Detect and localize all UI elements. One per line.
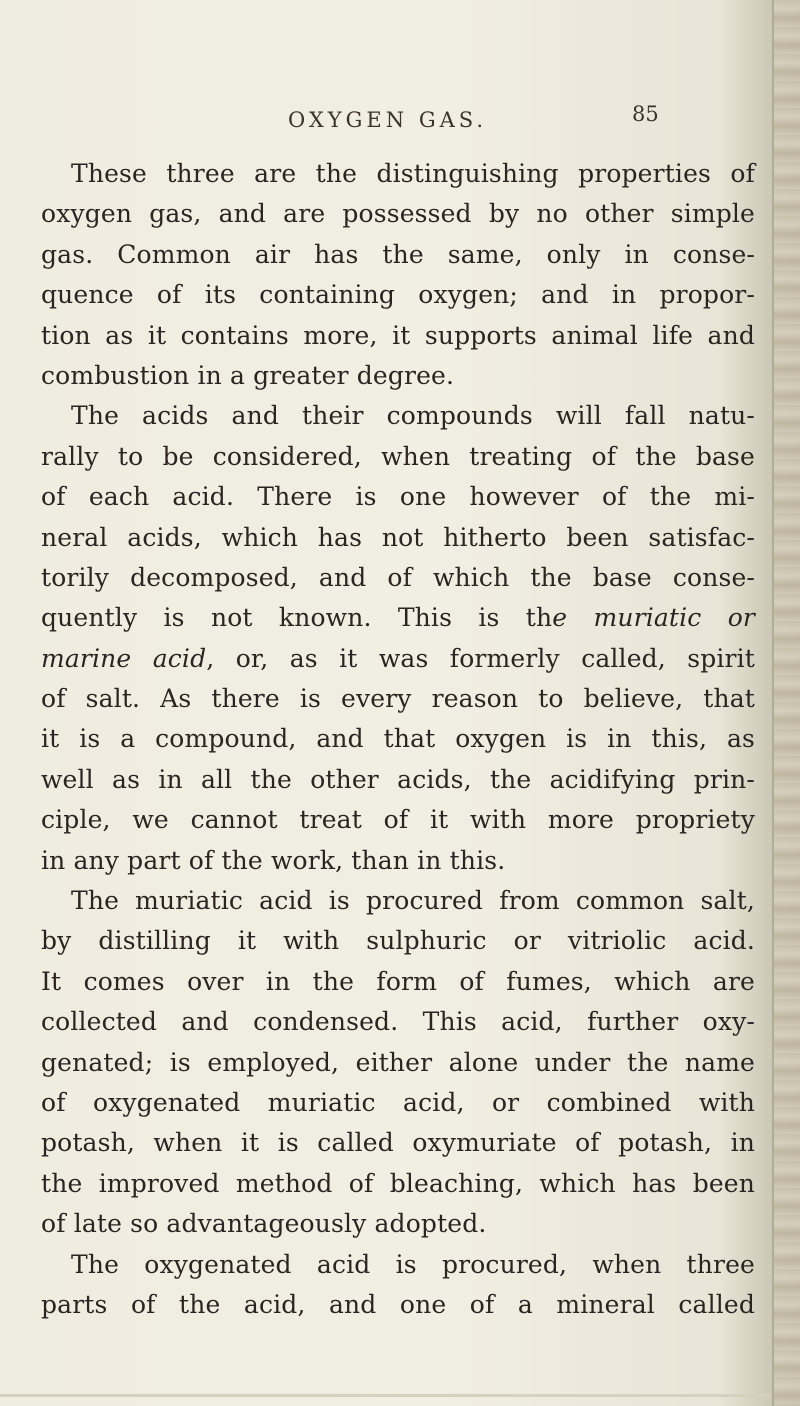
page-number: 85: [632, 102, 659, 126]
italic-term: e muriatic or: [552, 603, 755, 633]
text-line: genated; is employed, either alone under the name: [41, 1047, 755, 1077]
text-line: of oxygenated muriatic acid, or combined with: [41, 1087, 755, 1117]
text-line: marine acid, or, as it was formerly called, spirit: [41, 643, 755, 673]
text-line: the improved method of bleaching, which has been: [41, 1168, 755, 1198]
text-line: The muriatic acid is procured from common salt,: [71, 886, 755, 916]
text-line: neral acids, which has not hitherto been satisfac-: [41, 522, 755, 552]
text-line: in any part of the work, than in this.: [41, 845, 506, 875]
body-text: [41, 154, 755, 1325]
text-line: collected and condensed. This acid, further oxy-: [41, 1007, 755, 1037]
bottom-edge: [0, 1394, 770, 1397]
text-line: of salt. As there is every reason to believe, that: [41, 684, 755, 714]
text-line: tion as it contains more, it supports animal life and: [41, 320, 755, 350]
text-line: quently is not known. This is the muriatic or: [41, 603, 755, 633]
text-line: It comes over in the form of fumes, which are: [41, 966, 755, 996]
text-line: rally to be considered, when treating of the base: [41, 441, 755, 471]
text-line: of late so advantageously adopted.: [41, 1209, 487, 1239]
text-line: it is a compound, and that oxygen is in this, as: [41, 724, 755, 754]
running-head: [40, 102, 760, 138]
text-line: The oxygenated acid is procured, when three: [71, 1249, 755, 1279]
binding-gutter: [774, 0, 800, 1406]
text-line: These three are the distinguishing properties of: [71, 159, 755, 188]
text-line: oxygen gas, and are possessed by no other simple: [41, 199, 755, 229]
text-line: torily decomposed, and of which the base conse-: [41, 562, 755, 592]
text-line: ciple, we cannot treat of it with more propriety: [41, 805, 755, 835]
text-line: The acids and their compounds will fall natu-: [71, 401, 755, 431]
text-line: by distilling it with sulphuric or vitriolic acid.: [41, 926, 755, 956]
running-title: OXYGEN GAS.: [288, 108, 488, 132]
text-line: parts of the acid, and one of a mineral called: [41, 1289, 755, 1319]
text-line: potash, when it is called oxymuriate of potash, in: [41, 1128, 755, 1158]
text-line: combustion in a greater degree.: [41, 360, 455, 390]
text-line: quence of its containing oxygen; and in propor-: [41, 280, 755, 310]
text-line: well as in all the other acids, the acidifying prin-: [41, 764, 755, 794]
text-line: gas. Common air has the same, only in conse-: [41, 239, 755, 269]
italic-term: marine acid: [41, 643, 207, 673]
text-line: of each acid. There is one however of the mi-: [41, 482, 755, 512]
